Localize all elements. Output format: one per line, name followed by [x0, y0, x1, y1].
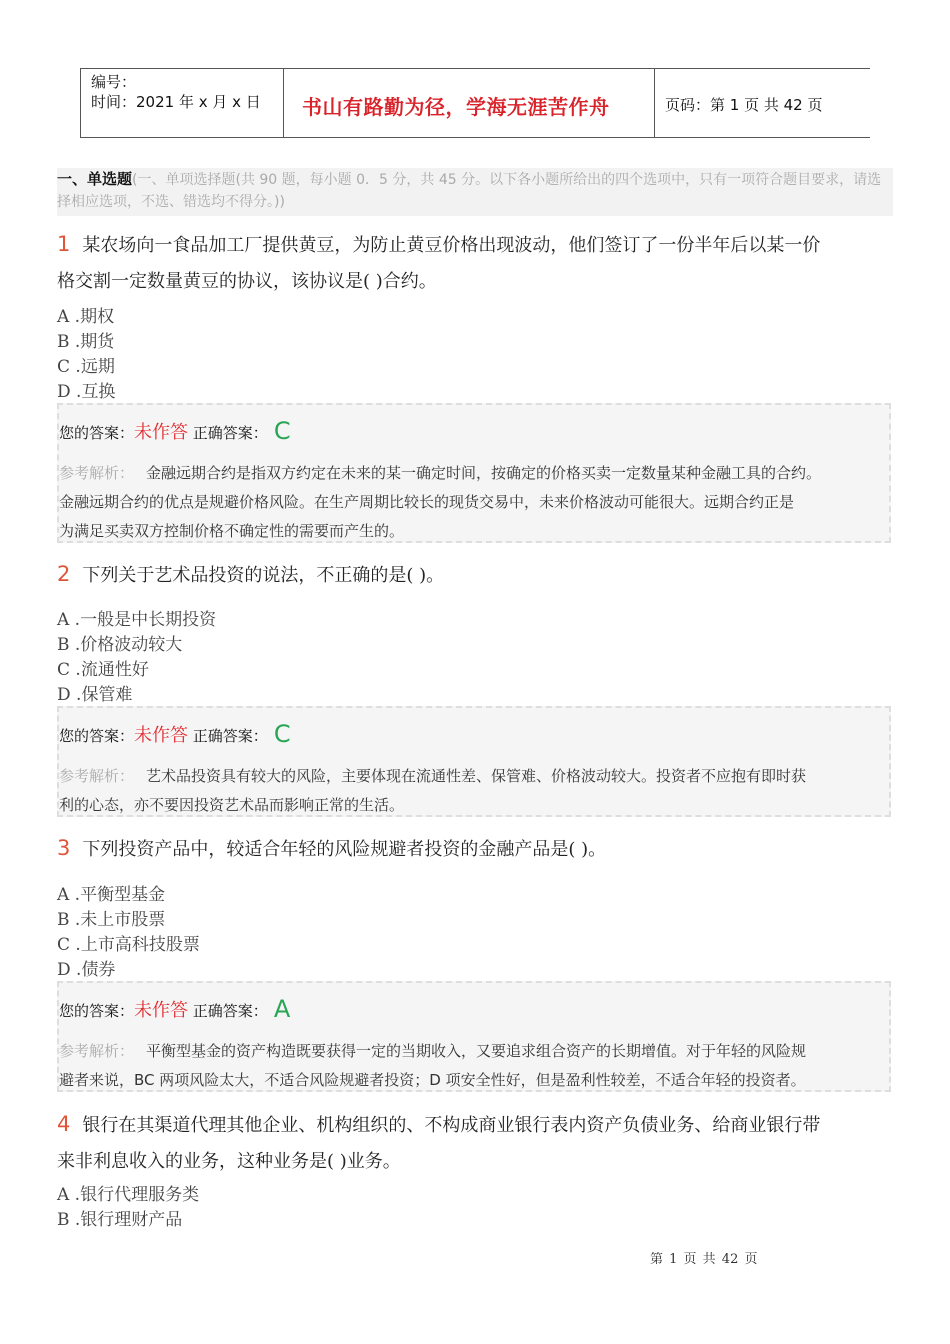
option-d[interactable]: D .互换	[57, 382, 116, 402]
correct-answer-label: 正确答案：	[192, 727, 268, 745]
your-answer-label: 您的答案：	[59, 424, 135, 442]
correct-answer: C	[273, 720, 291, 748]
section-title: 一、单选题	[57, 170, 133, 188]
option-a[interactable]: A .平衡型基金	[57, 885, 166, 905]
option-b[interactable]: B .期货	[57, 332, 115, 352]
question-text-cont: 格交割一定数量黄豆的协议，该协议是( )合约。	[57, 271, 437, 292]
options-2	[57, 608, 897, 708]
analysis-label: 参考解析：	[59, 1042, 135, 1060]
date-label: 时间：2021 年 x 月 x 日	[91, 93, 261, 111]
option-a[interactable]: A .一般是中长期投资	[57, 610, 217, 630]
not-answered: 未作答	[134, 1000, 189, 1021]
your-answer-label: 您的答案：	[59, 727, 135, 745]
question-number: 4	[57, 1112, 71, 1136]
option-c[interactable]: C .流通性好	[57, 660, 149, 680]
option-a[interactable]: A .期权	[57, 307, 115, 327]
analysis: 参考解析： 艺术品投资具有较大的风险，主要体现在流通性差、保管难、价格波动较大。投资者不应抱有即时获 利的心态，亦不要因投资艺术品而影响正常的生活。	[59, 767, 807, 814]
question-text: 2 下列关于艺术品投资的说法，不正确的是( )。	[57, 562, 445, 586]
options-3	[57, 883, 897, 983]
not-answered: 未作答	[134, 725, 189, 746]
analysis: 参考解析： 金融远期合约是指双方约定在未来的某一确定时间，按确定的价格买卖一定数量某种金融工具的合约。 金融远期合约的优点是规避价格风险。在生产周期比较长的现货交易中，未来价格波动可能很大。远期合约正是 为满足买卖双方控制价格不确定性的需要而产生的。	[59, 464, 822, 540]
answer-row	[59, 720, 291, 748]
your-answer-label: 您的答案：	[59, 1002, 135, 1020]
page-header	[80, 68, 870, 138]
page-info: 页码：第 1 页 共 42 页	[665, 96, 823, 114]
option-a[interactable]: A .银行代理服务类	[57, 1185, 200, 1205]
option-d[interactable]: D .保管难	[57, 685, 133, 705]
option-d[interactable]: D .债券	[57, 960, 116, 980]
page-footer: 第 1 页 共 42 页	[650, 1252, 758, 1267]
option-c[interactable]: C .上市高科技股票	[57, 935, 200, 955]
question-1	[57, 226, 897, 300]
options-4	[57, 1183, 897, 1233]
analysis-label: 参考解析：	[59, 767, 135, 785]
correct-answer: A	[273, 995, 291, 1023]
correct-answer: C	[273, 417, 291, 445]
header-left-cell	[80, 69, 284, 137]
question-text-cont: 来非利息收入的业务，这种业务是( )业务。	[57, 1151, 401, 1172]
option-c[interactable]: C .远期	[57, 357, 115, 377]
question-text: 4 银行在其渠道代理其他企业、机构组织的、不构成商业银行表内资产负债业务、给商业银行带	[57, 1112, 821, 1136]
header-right-cell	[655, 69, 870, 137]
answer-box-2	[57, 706, 891, 817]
analysis-label: 参考解析：	[59, 464, 135, 482]
not-answered: 未作答	[134, 422, 189, 443]
question-text: 3 下列投资产品中，较适合年轻的风险规避者投资的金融产品是( )。	[57, 836, 607, 860]
answer-box-3	[57, 981, 891, 1092]
question-number: 3	[57, 836, 71, 860]
motto: 书山有路勤为径，学海无涯苦作舟	[302, 95, 610, 119]
answer-box-1	[57, 403, 891, 543]
header-center-cell	[283, 69, 655, 137]
section-description: (一、单项选择题(共 90 题，每小题 0．5 分，共 45 分。以下各小题所给出的四个选项中，只有一项符合题目要求，请选择相应选项，不选、错选均不得分。))	[57, 172, 882, 210]
question-2	[57, 556, 897, 594]
question-3	[57, 830, 897, 868]
answer-row	[59, 417, 291, 445]
question-text: 1 某农场向一食品加工厂提供黄豆，为防止黄豆价格出现波动，他们签订了一份半年后以某一价	[57, 232, 821, 256]
answer-row	[59, 995, 290, 1023]
analysis: 参考解析： 平衡型基金的资产构造既要获得一定的当期收入，又要追求组合资产的长期增值。对于年轻的风险规 避者来说，BC 两项风险太大，不适合风险规避者投资；D 项安全性好，但是盈利性较差，不适合年轻的投资者。	[59, 1042, 807, 1089]
option-b[interactable]: B .未上市股票	[57, 910, 166, 930]
serial-label: 编号：	[91, 73, 137, 91]
option-b[interactable]: B .银行理财产品	[57, 1210, 183, 1230]
options-1	[57, 305, 897, 405]
correct-answer-label: 正确答案：	[192, 1002, 268, 1020]
correct-answer-label: 正确答案：	[192, 424, 268, 442]
section-header	[57, 168, 893, 216]
option-b[interactable]: B .价格波动较大	[57, 635, 183, 655]
question-number: 1	[57, 232, 71, 256]
question-number: 2	[57, 562, 71, 586]
question-4	[57, 1106, 897, 1180]
